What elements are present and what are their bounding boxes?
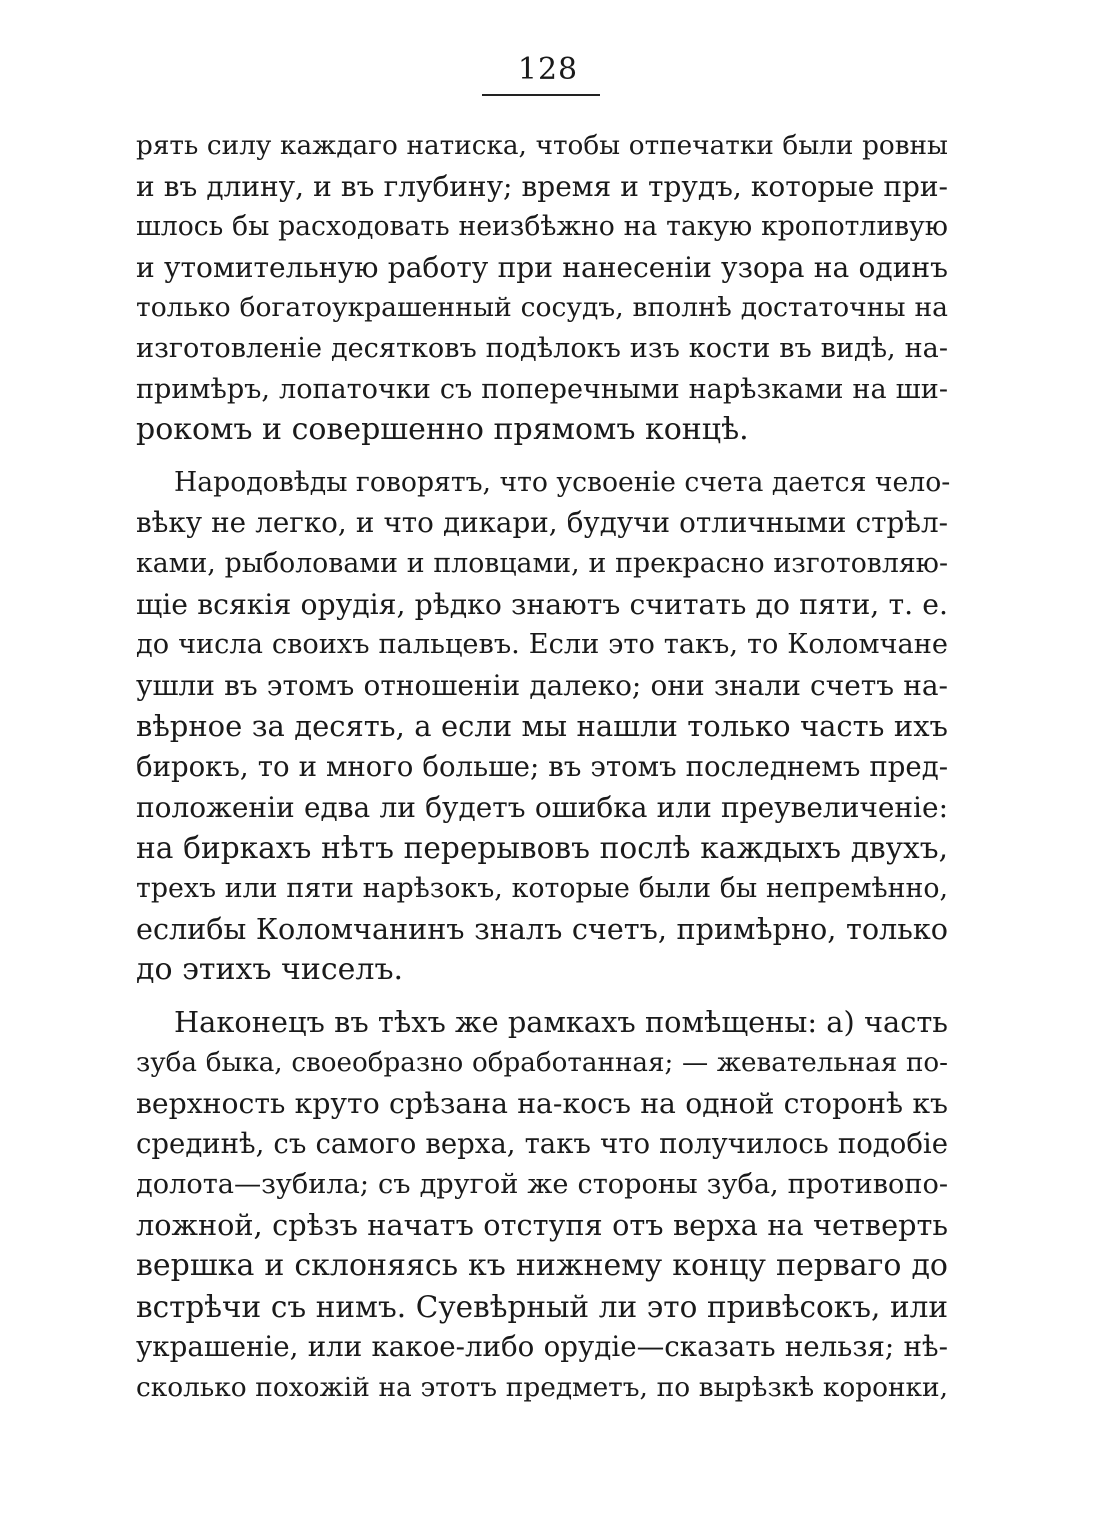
text-line: рять силу каждаго натиска, чтобы отпечатки были ровны bbox=[136, 131, 948, 161]
text-line: Наконецъ въ тѣхъ же рамкахъ помѣщены: а) часть bbox=[174, 1005, 948, 1040]
page-number: 128 bbox=[517, 52, 579, 87]
text-line: вѣрное за десять, а если мы нашли только часть ихъ bbox=[136, 709, 948, 744]
text-line: до этихъ чиселъ. bbox=[136, 951, 404, 987]
text-line: бирокъ, то и много больше; въ этомъ последнемъ пред- bbox=[136, 750, 948, 783]
header-rule bbox=[482, 94, 600, 96]
text-line: ками, рыболовами и пловцами, и прекрасно изготовляю- bbox=[136, 547, 948, 579]
text-line: срединѣ, съ самого верха, такъ что получилось подобiе bbox=[136, 1128, 948, 1161]
page-header bbox=[0, 52, 1096, 88]
paragraph bbox=[136, 126, 948, 451]
text-line: встрѣчи съ нимъ. Суевѣрный ли это привѣсокъ, или bbox=[136, 1289, 948, 1324]
text-line: ложной, срѣзъ начатъ отступя отъ верха на четверть bbox=[136, 1208, 948, 1243]
text-line: и въ длину, и въ глубину; время и трудъ, которые при- bbox=[136, 169, 948, 203]
text-line: еслибы Коломчанинъ зналъ счетъ, примѣрно, только bbox=[136, 912, 948, 947]
text-line: украшенiе, или какое-либо орудiе—сказать нельзя; нѣ- bbox=[136, 1330, 948, 1364]
paragraph bbox=[136, 1002, 948, 1408]
text-line: шлось бы расходовать неизбѣжно на такую кропотливую bbox=[136, 211, 948, 243]
text-line: зуба быка, своеобразно обработанная; — жевательная по- bbox=[136, 1048, 948, 1079]
text-line: только богатоукрашенный сосудъ, вполнѣ достаточны на bbox=[136, 292, 948, 324]
text-line: рокомъ и совершенно прямомъ концѣ. bbox=[136, 412, 749, 448]
text-line: на биркахъ нѣтъ перерывовъ послѣ каждыхъ двухъ, bbox=[136, 831, 948, 866]
text-line: положенiи едва ли будетъ ошибка или преувеличенiе: bbox=[136, 790, 948, 824]
text-line: ушли въ этомъ отношенiи далеко; они знали счетъ на- bbox=[136, 668, 948, 702]
text-line: сколько похожiй на этотъ предметъ, по вырѣзкѣ коронки, bbox=[136, 1372, 948, 1403]
body-text bbox=[136, 126, 951, 1420]
text-line: вѣку не легко, и что дикари, будучи отличными стрѣл- bbox=[136, 506, 948, 540]
text-line: вершка и склоняясь къ нижнему концу перваго до bbox=[136, 1248, 948, 1284]
text-line: верхность круто срѣзана на-косъ на одной сторонѣ къ bbox=[136, 1086, 948, 1120]
text-line: примѣръ, лопаточки съ поперечными нарѣзками на ши- bbox=[136, 373, 948, 405]
paragraph bbox=[136, 463, 951, 991]
text-line: трехъ или пяти нарѣзокъ, которые были бы непремѣнно, bbox=[136, 872, 948, 904]
text-line: Народовѣды говорятъ, что усвоенiе счета дается чело- bbox=[174, 466, 951, 498]
text-line: до числа своихъ пальцевъ. Если это такъ, то Коломчане bbox=[136, 629, 948, 661]
text-line: и утомительную работу при нанесенiи узора на одинъ bbox=[136, 250, 948, 284]
text-line: изготовленiе десятковъ подѣлокъ изъ кости въ видѣ, на- bbox=[136, 332, 948, 364]
text-line: щiе всякiя орудiя, рѣдко знаютъ считать до пяти, т. е. bbox=[136, 587, 948, 621]
text-line: долота—зубила; съ другой же стороны зуба, противопо- bbox=[136, 1168, 948, 1200]
